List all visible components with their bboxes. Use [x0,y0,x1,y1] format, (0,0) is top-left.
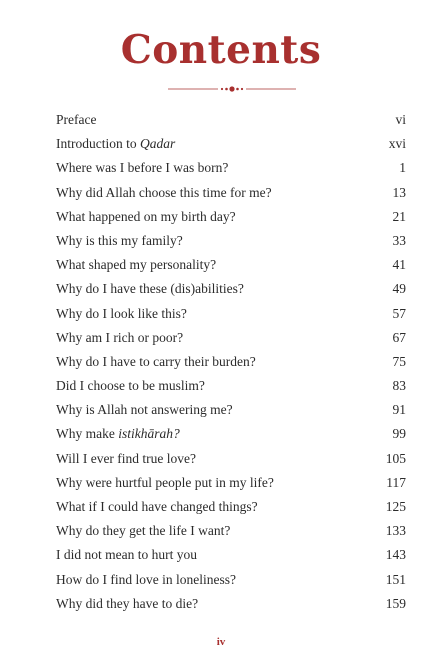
toc-entry-text: Why do I have to carry their burden? [56,353,256,369]
toc-entry [56,592,406,616]
toc-entry-title [56,253,393,277]
toc-entry-page-number: 57 [392,305,406,321]
toc-entry [56,181,406,205]
toc-entry [56,156,406,180]
toc-entry-title [56,495,386,519]
toc-entry-text: What happened on my birth day? [56,208,236,224]
toc-entry-page-number: 159 [385,595,406,611]
toc-entry-title [56,398,393,422]
toc-entry-text: Introduction to [56,136,140,152]
toc-entry [56,519,406,543]
toc-entry-text: Why is Allah not answering me? [56,402,233,418]
toc-entry-page-number: 13 [392,184,406,200]
toc-entry [56,447,406,471]
toc-entry-text: Why do I look like this? [56,305,187,321]
toc-entry-page-number: 49 [392,281,406,297]
toc-entry-title [56,592,386,616]
toc-entry [56,398,406,422]
toc-entry-text: Why do I have these (dis)abilities? [56,281,244,297]
ornament-dot [241,88,243,90]
toc-entry-title [56,374,393,398]
toc-entry-title [56,156,399,180]
toc-entry [56,302,406,326]
toc-entry-page-number: 117 [386,474,406,490]
toc-entry-page-number: 143 [385,547,406,563]
toc-entry-title [56,277,393,301]
toc-entry [56,229,406,253]
toc-entry-page-number: 67 [392,329,406,345]
toc-entry [56,350,406,374]
toc-entry-emphasis: istikhārah? [118,426,180,442]
toc-entry-text: Will I ever find true love? [56,450,197,466]
toc-entry-page-number: 105 [385,450,406,466]
ornament-divider-icon [168,84,296,94]
toc-entry [56,277,406,301]
toc-entry-text: How do I find love in loneliness? [56,571,236,587]
page-number: iv [216,636,226,648]
toc-entry-page-number: xvi [388,136,406,152]
toc-entry-text: Why am I rich or poor? [56,329,184,345]
toc-entry-page-number: 21 [392,208,406,224]
ornament-dot [225,88,228,91]
toc-entry-text: Why do they get the life I want? [56,523,231,539]
toc-entry [56,543,406,567]
toc-entry-page-number: 75 [392,353,406,369]
toc-entry-title [56,543,386,567]
toc-entry-text: Why were hurtful people put in my life? [56,474,274,490]
ornament-dot [236,88,239,91]
toc-entry-title [56,229,393,253]
toc-entry [56,471,406,495]
toc-entry-page-number: 91 [392,402,406,418]
toc-entry-text: Why did Allah choose this time for me? [56,184,272,200]
toc-entry [56,132,406,156]
toc-entry [56,495,406,519]
toc-entry [56,108,406,132]
toc-entry-title [56,568,386,592]
toc-entry-text: Why make [56,426,119,442]
toc-entry-title [56,326,393,350]
toc-entry [56,374,406,398]
toc-entry-title [56,422,393,446]
ornament-dot [221,88,223,90]
toc-entry [56,568,406,592]
toc-entry-page-number: 41 [392,257,406,273]
toc-entry-text: Why is this my family? [56,232,183,248]
toc-entry-page-number: 1 [399,160,406,176]
ornament-center-dot [229,86,234,91]
toc-entry [56,326,406,350]
toc-entry-title [56,519,386,543]
toc-entry [56,205,406,229]
toc-entry-text: Why did they have to die? [56,595,199,611]
toc-entry-page-number: vi [395,112,406,127]
toc-entry-title [56,108,395,132]
toc-entry-title [56,471,386,495]
toc-entry-page-number: 83 [392,378,406,394]
toc-entry-text: Preface [56,112,97,127]
toc-entry-emphasis: Qadar [140,136,176,152]
toc-entry-page-number: 125 [385,499,406,514]
toc-entry-title [56,302,393,326]
toc-entry-page-number: 33 [392,232,406,248]
toc-entry [56,253,406,277]
toc-entry-text: Where was I before I was born? [56,160,229,176]
page-title: Contents [120,27,322,73]
toc-entry-title [56,181,393,205]
toc-entry-page-number: 151 [385,571,406,587]
table-of-contents [56,108,406,616]
toc-entry-title [56,205,393,229]
toc-entry-title [56,350,393,374]
toc-entry [56,422,406,446]
toc-entry-text: What shaped my personality? [56,257,217,273]
toc-entry-page-number: 133 [385,523,406,539]
toc-entry-title [56,447,386,471]
toc-entry-title [56,132,389,156]
toc-entry-text: I did not mean to hurt you [56,547,197,563]
toc-entry-page-number: 99 [392,426,406,442]
toc-entry-text: What if I could have changed things? [56,499,258,514]
toc-entry-text: Did I choose to be muslim? [56,378,205,394]
